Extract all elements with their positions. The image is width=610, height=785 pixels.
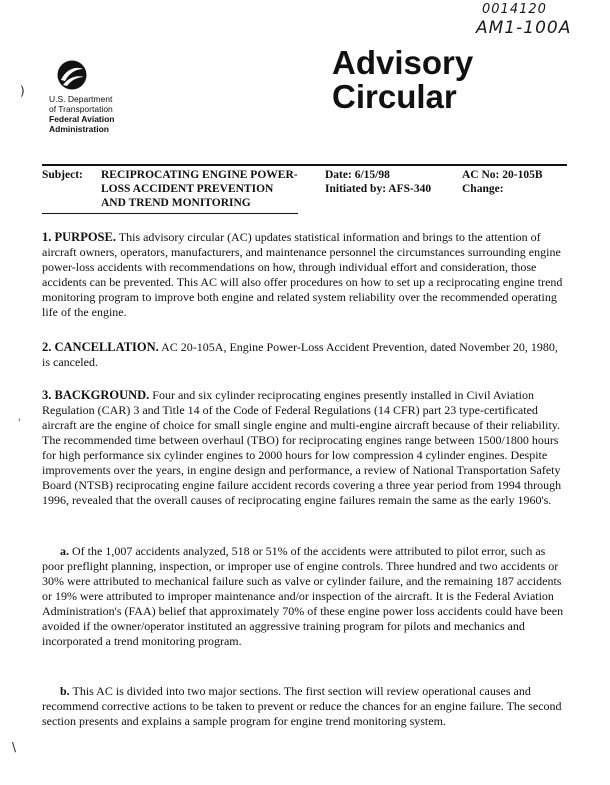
section-purpose — [42, 230, 568, 320]
purpose-text: This advisory circular (AC) updates statistical information and brings to the attention of aircraft owners, operators, manufacturers, and maintenance personnel the circumstances surrounding engine power-loss accidents with recommendations on how, through individual effort and consideration, those accidents can be prevented. This AC will also offer procedures on how to set up a reciprocating engine trend monitoring program to improve both engine and related system reliability over the recommended operating life of the engine. — [42, 230, 563, 319]
subject-line: RECIPROCATING ENGINE POWER- — [101, 169, 298, 181]
subject-line: LOSS ACCIDENT PREVENTION — [101, 183, 274, 195]
scan-mark: \ — [12, 740, 17, 754]
agency-line: U.S. Department — [49, 94, 113, 104]
section-background — [42, 388, 568, 508]
subject-label: Subject: — [42, 169, 83, 181]
purpose-heading: 1. PURPOSE. — [42, 230, 116, 244]
subsection-b-label: b. — [60, 684, 70, 698]
cancellation-text: AC 20-105A, Engine Power-Loss Accident Prevention, dated November 20, 1980, is canceled. — [42, 340, 558, 369]
subsection-b — [42, 684, 568, 729]
change-field: Change: — [462, 183, 504, 195]
date-field: Date: 6/15/98 — [325, 169, 390, 181]
background-text: Four and six cylinder reciprocating engines presently installed in Civil Aviation Regulation (CAR) 3 and Title 14 of the Code of Federal Regulations (14 CFR) part 23 type-certificated aircraft are the engine of choice for small single engine and multi-engine aircraft because of their reliability. The recommended time between overhaul (TBO) for reciprocating engines range between 1500/1800 hours for high performance six cylinder engines to 2000 hours for low compression 4 cylinder engines. Despite improvements over the years, in engine design and performance, a review of National Transportation Safety Board (NTSB) reciprocating engine failure accident records covering a three year period from 1994 through 1996, revealed that the overall causes of reciprocating engine failures remain the same as the early 1960's. — [42, 388, 562, 507]
subsection-b-text: This AC is divided into two major sections. The first section will review operational causes and recommend corrective actions to be taken to prevent or reduce the chances for an engine failure. The second section presents and explains a sample program for engine trend monitoring system. — [42, 684, 562, 728]
title-line-advisory: Advisory — [332, 44, 474, 81]
subsection-a — [42, 544, 568, 649]
section-cancellation — [42, 340, 568, 370]
document-title — [332, 46, 473, 114]
handwritten-code: AM1-100A — [476, 18, 572, 38]
subsection-a-label: a. — [60, 544, 69, 558]
subject-underline — [42, 213, 298, 214]
agency-line: Federal Aviation — [49, 114, 115, 124]
handwritten-number: 0014120 — [482, 2, 547, 17]
cancellation-heading: 2. CANCELLATION. — [42, 340, 159, 354]
background-heading: 3. BACKGROUND. — [42, 388, 150, 402]
scan-mark: ) — [20, 84, 25, 98]
agency-line: of Transportation — [49, 104, 113, 114]
subject-line: AND TREND MONITORING — [101, 197, 251, 209]
subject-text — [101, 168, 321, 210]
agency-block — [49, 94, 189, 134]
dot-logo-icon — [57, 60, 87, 90]
subsection-a-text: Of the 1,007 accidents analyzed, 518 or 51% of the accidents were attributed to pilot error, such as poor preflight planning, inspection, or improper use of engine controls. Three hundred and two accidents or 30% were attributed to mechanical failure such as valve or cylinder failure, and the remaining 187 accidents or 19% were attributed to improper maintenance and/or inspection of the aircraft. It is the Federal Aviation Administration's (FAA) belief that approximately 70% of these engine power loss accidents could have been avoided if the owner/operator instituted an aggressive training program for pilots and mechanics and incorporated a trend monitoring program. — [42, 544, 564, 648]
agency-line: Administration — [49, 124, 109, 134]
scan-mark: ' — [18, 418, 21, 428]
initiated-by-field: Initiated by: AFS-340 — [325, 183, 432, 195]
ac-number-field: AC No: 20-105B — [462, 169, 543, 181]
title-line-circular: Circular — [332, 78, 457, 115]
header-rule — [42, 164, 567, 166]
